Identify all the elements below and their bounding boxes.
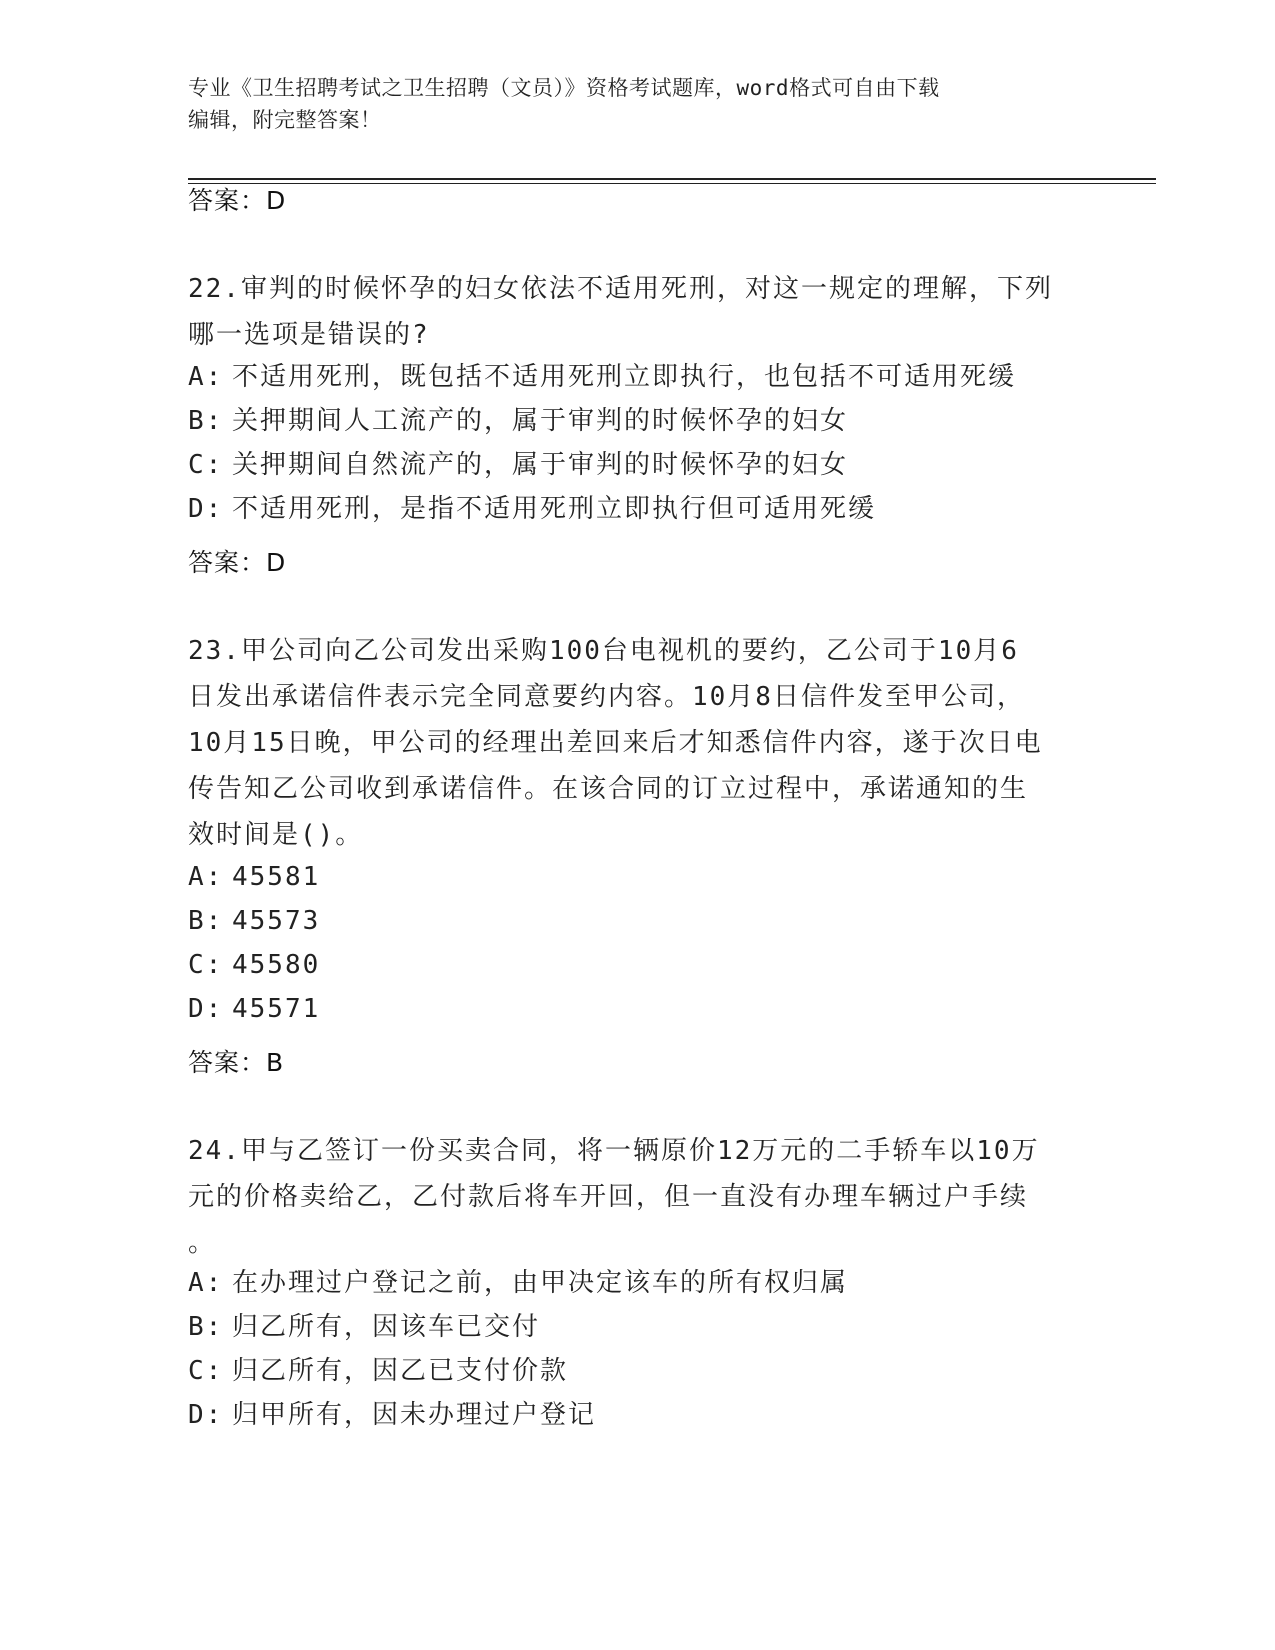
question-22-option-b [188,404,1108,438]
question-23-text [188,628,1088,858]
option-text: 45573 [232,906,321,936]
question-line: 。 [188,1228,217,1258]
option-label: D: [188,994,224,1024]
header-line-2: 编辑，附完整答案！ [188,108,382,132]
option-label: D: [188,1400,224,1430]
option-label: B: [188,406,224,436]
question-line: 10月15日晚，甲公司的经理出差回来后才知悉信件内容，遂于次日电 [188,728,1043,758]
question-line: 日发出承诺信件表示完全同意要约内容。10月8日信件发至甲公司， [188,682,1025,712]
question-line: 哪一选项是错误的? [188,320,430,350]
option-label: C: [188,1356,224,1386]
option-label: B: [188,906,224,936]
option-text: 45580 [232,950,321,980]
option-text: 45571 [232,994,321,1024]
question-22-option-a [188,360,1108,394]
option-text: 45581 [232,862,321,892]
option-text: 不适用死刑，是指不适用死刑立即执行但可适用死缓 [232,494,877,524]
question-24-option-b [188,1310,1108,1344]
document-header [188,72,1088,136]
question-24-option-a [188,1266,1108,1300]
option-label: A: [188,362,224,392]
header-divider-thick [188,178,1156,180]
question-22-text [188,266,1088,358]
answer-previous: 答案：D [188,186,287,215]
answer-22: 答案：D [188,548,287,577]
question-23-option-c [188,948,1108,982]
option-text: 关押期间自然流产的，属于审判的时候怀孕的妇女 [232,450,849,480]
option-text: 归甲所有，因未办理过户登记 [232,1400,597,1430]
header-divider-thin [188,183,1156,184]
question-23-option-d [188,992,1108,1026]
option-label: D: [188,494,224,524]
option-label: C: [188,450,224,480]
question-line: 传告知乙公司收到承诺信件。在该合同的订立过程中，承诺通知的生 [188,774,1029,804]
question-24-option-d [188,1398,1108,1432]
option-label: A: [188,1268,224,1298]
option-text: 归乙所有，因乙已支付价款 [232,1356,569,1386]
option-text: 在办理过户登记之前，由甲决定该车的所有权归属 [232,1268,849,1298]
question-line: 24.甲与乙签订一份买卖合同，将一辆原价12万元的二手轿车以10万 [188,1136,1040,1166]
option-label: A: [188,862,224,892]
header-line-1: 专业《卫生招聘考试之卫生招聘（文员）》资格考试题库，word格式可自由下载 [188,76,940,100]
option-text: 不适用死刑，既包括不适用死刑立即执行，也包括不可适用死缓 [232,362,1017,392]
question-line: 元的价格卖给乙，乙付款后将车开回，但一直没有办理车辆过户手续 [188,1182,1029,1212]
answer-23: 答案：B [188,1048,285,1077]
question-24-text [188,1128,1088,1266]
question-23-option-b [188,904,1108,938]
question-line: 22.审判的时候怀孕的妇女依法不适用死刑，对这一规定的理解，下列 [188,274,1053,304]
option-text: 归乙所有，因该车已交付 [232,1312,541,1342]
option-label: B: [188,1312,224,1342]
option-text: 关押期间人工流产的，属于审判的时候怀孕的妇女 [232,406,849,436]
question-22-option-c [188,448,1108,482]
question-22-option-d [188,492,1108,526]
question-23-option-a [188,860,1108,894]
option-label: C: [188,950,224,980]
question-24-option-c [188,1354,1108,1388]
question-line: 23.甲公司向乙公司发出采购100台电视机的要约，乙公司于10月6 [188,636,1019,666]
question-line: 效时间是()。 [188,820,364,850]
